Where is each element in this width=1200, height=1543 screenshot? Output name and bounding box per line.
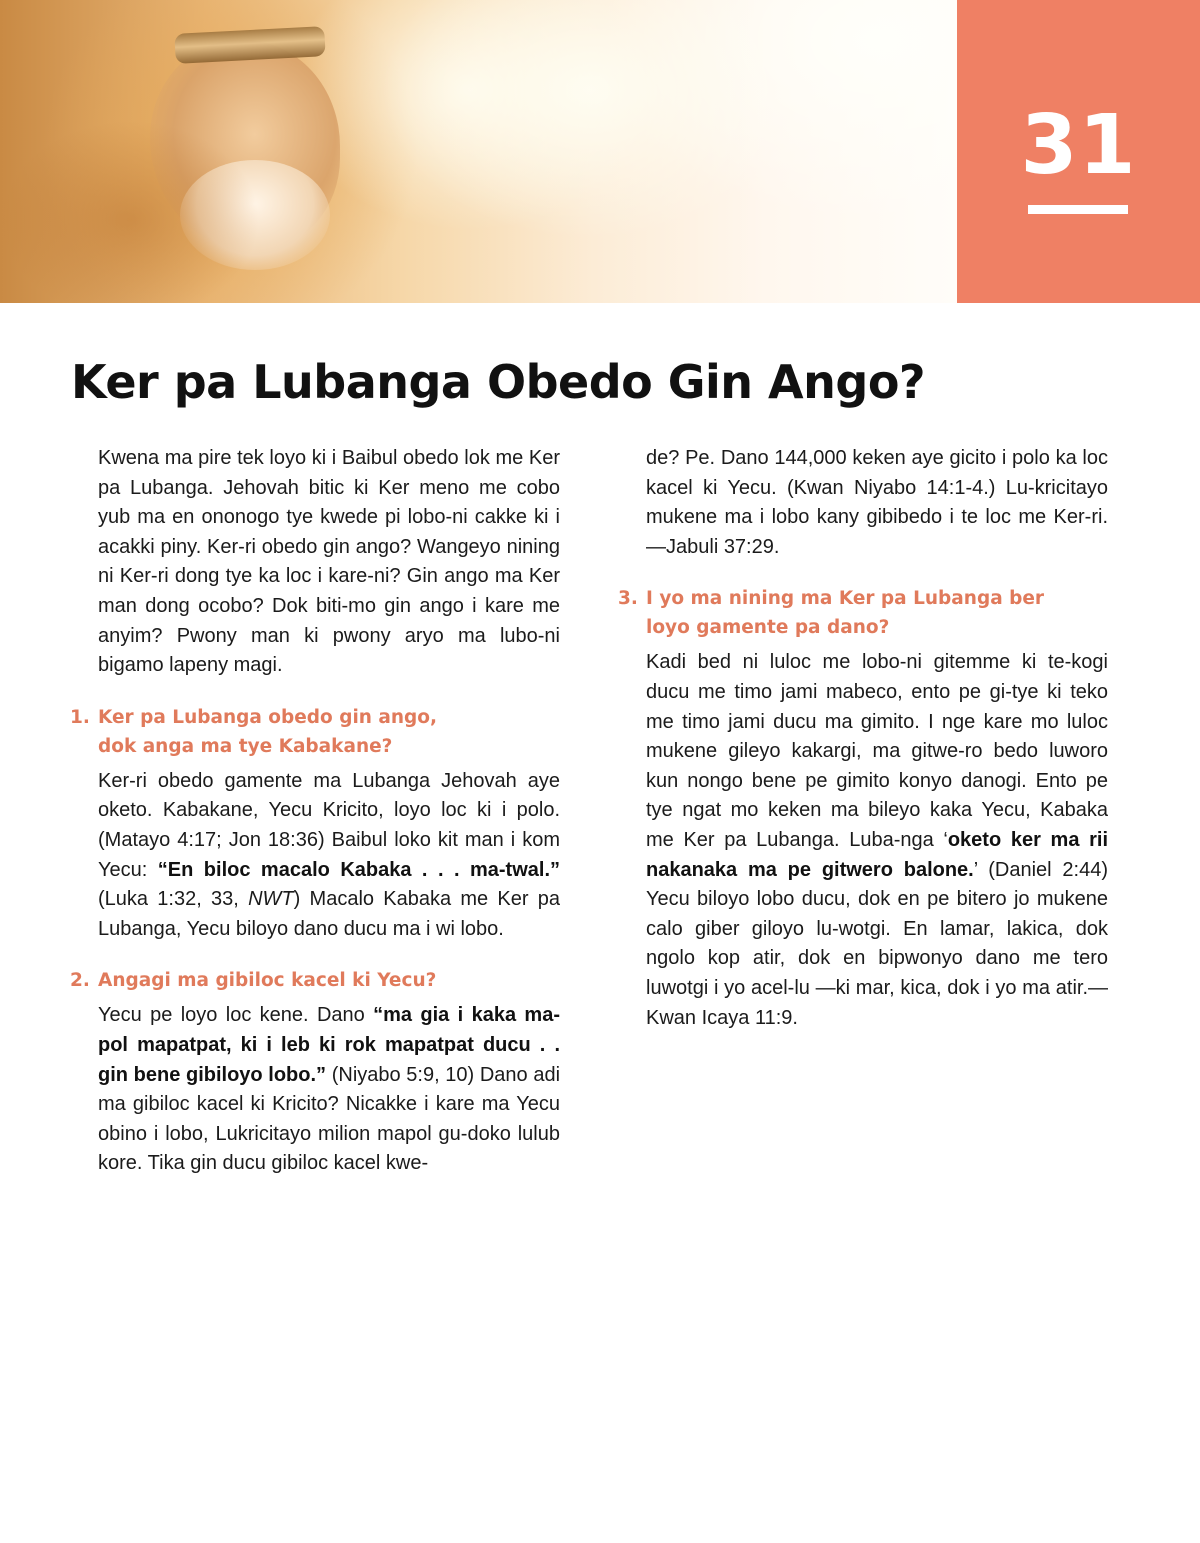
answer-2-text-a: Yecu pe loyo loc kene. Dano xyxy=(98,1004,374,1027)
question-3-line1: I yo ma nining ma Ker pa Lubanga ber xyxy=(646,588,1045,610)
question-1-line1: Ker pa Lubanga obedo gin ango, xyxy=(98,706,438,728)
chapter-underline xyxy=(1028,205,1128,214)
answer-1-text-b: (Luka 1:32, 33, xyxy=(98,888,249,911)
crown-icon xyxy=(174,26,325,64)
answer-1-quote: “En biloc macalo Kabaka . . . ma-twal.” xyxy=(157,858,561,881)
header-illustration xyxy=(0,0,957,303)
answer-3-text-a: Kadi bed ni luloc me lobo-ni gitemme ki te-kogi ducu me timo jami mabeco, ento pe gi-tye ki teko me timo jami ducu ma gimito. I nge kare mo luloc mukene gileyo kakargi, ma gitwe-ro bedo luworo kun nongo bene pe gimito konyo danogi. Ento pe tye ngat mo keken ma bileyo kaka Yecu, Kabaka me Ker pa Lubanga. Luba-nga ‘ xyxy=(646,651,1108,851)
question-3-line2: loyo gamente pa dano? xyxy=(646,617,890,639)
page-title: Ker pa Lubanga Obedo Gin Ango? xyxy=(71,355,926,409)
answer-2-quote: “ma gia i kaka ma-pol mapatpat, ki i leb ki rok mapatpat ducu . . gin bene gibiloyo lobo.” xyxy=(98,1004,560,1086)
intro-paragraph: Kwena ma pire tek loyo ki i Baibul obedo lok me Ker pa Lubanga. Jehovah bitic ki Ker meno me cobo yub ma en ononogo tye kwede pi lobo-ni cakke ki i acakki piny. Ker-ri obedo gin ango? Wangeyo nining ni Ker-ri dong tye ka loc i kare-ni? Gin ango ma Ker man dong ocobo? Dok biti-mo gin ango i kare me anyim? Pwony man ki pwony aryo ma lubo-ni bigamo lapeny magi. xyxy=(98,447,560,677)
question-2-number: 2. xyxy=(70,970,90,992)
right-column xyxy=(618,444,1108,1041)
answer-2-paragraph xyxy=(70,1001,560,1179)
chapter-badge xyxy=(957,0,1200,303)
question-1-number: 1. xyxy=(70,706,90,728)
answer-2-continued: de? Pe. Dano 144,000 keken aye gicito i polo ka loc kacel ki Yecu. (Kwan Niyabo 14:1-4.) Lu-kricitayo mukene ma i lobo kany gibibedo i te loc me Ker-ri.—Jabuli 37:29. xyxy=(646,447,1108,558)
question-3-heading xyxy=(618,584,1108,642)
question-2-heading xyxy=(70,966,560,995)
answer-1-paragraph xyxy=(70,767,560,945)
answer-3-paragraph xyxy=(618,648,1108,1033)
answer-2-text-b: (Niyabo 5:9, 10) Dano adi ma gibiloc kacel ki Kricito? Nicakke i kare ma Yecu obino i lobo, Lukricitayo milion mapol gu-doko lulub kore. Tika gin ducu gibiloc kacel kwe- xyxy=(98,1063,561,1175)
question-1-line2: dok anga ma tye Kabakane? xyxy=(98,735,393,757)
answer-1-abbrev: NWT xyxy=(248,888,294,911)
answer-3-quote: oketo ker ma rii nakanaka ma pe gitwero balone. xyxy=(646,828,1108,881)
question-1-heading xyxy=(70,703,560,761)
question-2-line1: Angagi ma gibiloc kacel ki Yecu? xyxy=(98,970,437,992)
left-column xyxy=(70,444,560,1187)
answer-1-text-c: ) Macalo Kabaka me Ker pa Lubanga, Yecu biloyo dano ducu ma i wi lobo. xyxy=(98,888,561,940)
answer-3-text-b: ’ (Daniel 2:44) Yecu biloyo lobo ducu, dok en pe bitero jo mukene calo giber giloyo lu-wotgi. En lamar, lakica, dok ngolo kop atir, dok en bipwonyo dano me tero luwotgi i yo acel-lu —ki mar, kica, dok i yo ma atir.—Kwan Icaya 11:9. xyxy=(646,858,1108,1029)
chapter-number: 31 xyxy=(1020,98,1137,193)
question-3-number: 3. xyxy=(618,588,638,610)
answer-1-text-a: Ker-ri obedo gamente ma Lubanga Jehovah aye oketo. Kabakane, Yecu Kricito, loyo loc ki i polo. (Matayo 4:17; Jon 18:36) Baibul loko kit man i kom Yecu: xyxy=(98,769,560,881)
